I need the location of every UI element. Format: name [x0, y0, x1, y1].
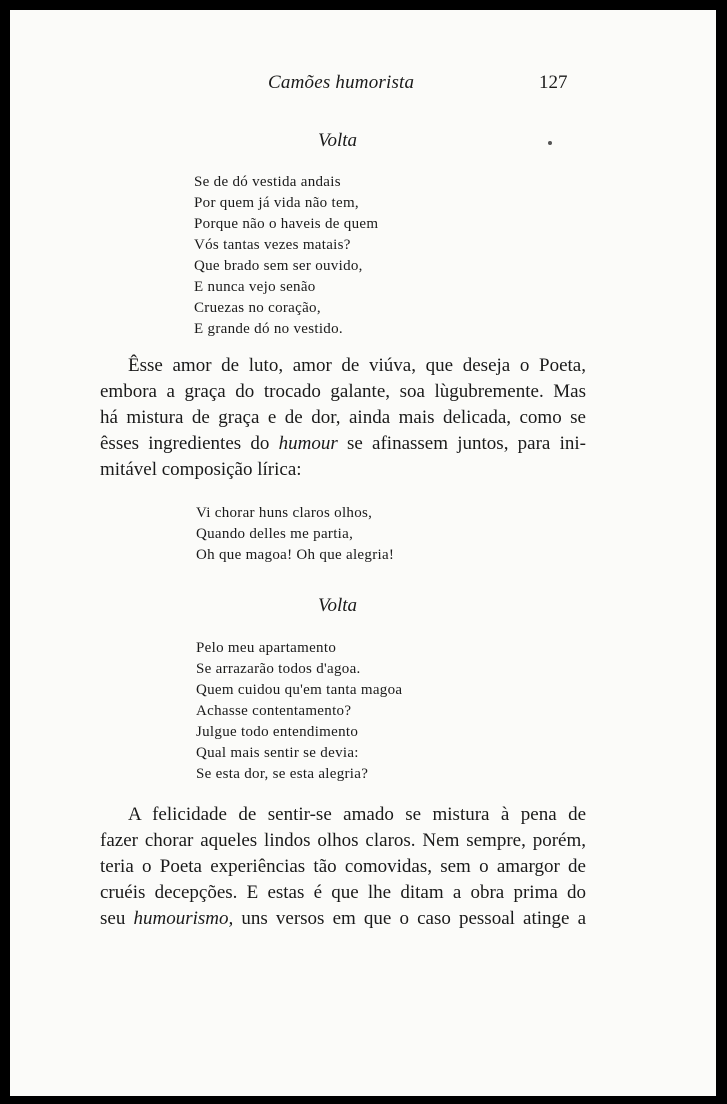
paragraph-2: [100, 802, 586, 932]
para-line: A felicidade de sentir-se amado se mistura à pena de: [128, 804, 586, 825]
poem-mote: [196, 503, 394, 566]
paragraph-1: [100, 353, 586, 483]
poem-line: Que brado sem ser ouvido,: [194, 258, 363, 274]
italic-term: humour: [278, 433, 338, 454]
para-line: teria o Poeta experiências tão comovidas, sem o amargor de: [100, 856, 586, 877]
running-head: Camões humorista: [268, 72, 415, 93]
poem-volta-1: [194, 172, 378, 340]
poem-line: Quando delles me partia,: [196, 526, 354, 542]
poem-line: Qual mais sentir se devia:: [196, 745, 359, 761]
poem-line: Quem cuidou qu'em tanta magoa: [196, 682, 403, 698]
poem-volta-2: [196, 638, 402, 785]
para-line: embora a graça do trocado galante, soa lùgubremente. Mas: [100, 381, 586, 402]
volta-heading-2: Volta: [318, 595, 358, 616]
print-speck: [548, 141, 552, 145]
poem-line: Vós tantas vezes matais?: [194, 237, 351, 253]
poem-line: Por quem já vida não tem,: [194, 195, 359, 211]
poem-line: Achasse contentamento?: [196, 703, 352, 719]
poem-line: Se de dó vestida andais: [194, 174, 341, 190]
poem-line: Cruezas no coração,: [194, 300, 321, 316]
poem-line: E nunca vejo senão: [194, 279, 316, 295]
page-number: 127: [539, 72, 568, 93]
poem-line: Julgue todo entendimento: [196, 724, 359, 740]
book-page: [10, 10, 716, 1096]
para-line: seu humourismo, uns versos em que o caso pessoal atinge a: [100, 908, 587, 929]
poem-line: Se arrazarão todos d'agoa.: [196, 661, 361, 677]
poem-line: E grande dó no vestido.: [194, 321, 343, 337]
poem-line: Oh que magoa! Oh que alegria!: [196, 547, 395, 563]
para-line: Êsse amor de luto, amor de viúva, que deseja o Poeta,: [128, 355, 586, 376]
para-line: êsses ingredientes do humour se afinassem juntos, para ini-: [100, 433, 586, 454]
italic-term: humourismo,: [133, 908, 234, 929]
poem-line: Se esta dor, se esta alegria?: [196, 766, 369, 782]
para-line: fazer chorar aqueles lindos olhos claros. Nem sempre, porém,: [100, 830, 586, 851]
poem-line: Vi chorar huns claros olhos,: [196, 505, 373, 521]
volta-heading-1: Volta: [318, 130, 358, 151]
para-line: há mistura de graça e de dor, ainda mais delicada, como se: [100, 407, 586, 428]
para-line: cruéis decepções. E estas é que lhe ditam a obra prima do: [100, 882, 586, 903]
page-header: [10, 68, 716, 98]
para-line: mitável composição lírica:: [100, 459, 302, 480]
poem-line: Porque não o haveis de quem: [194, 216, 379, 232]
poem-line: Pelo meu apartamento: [196, 640, 337, 656]
